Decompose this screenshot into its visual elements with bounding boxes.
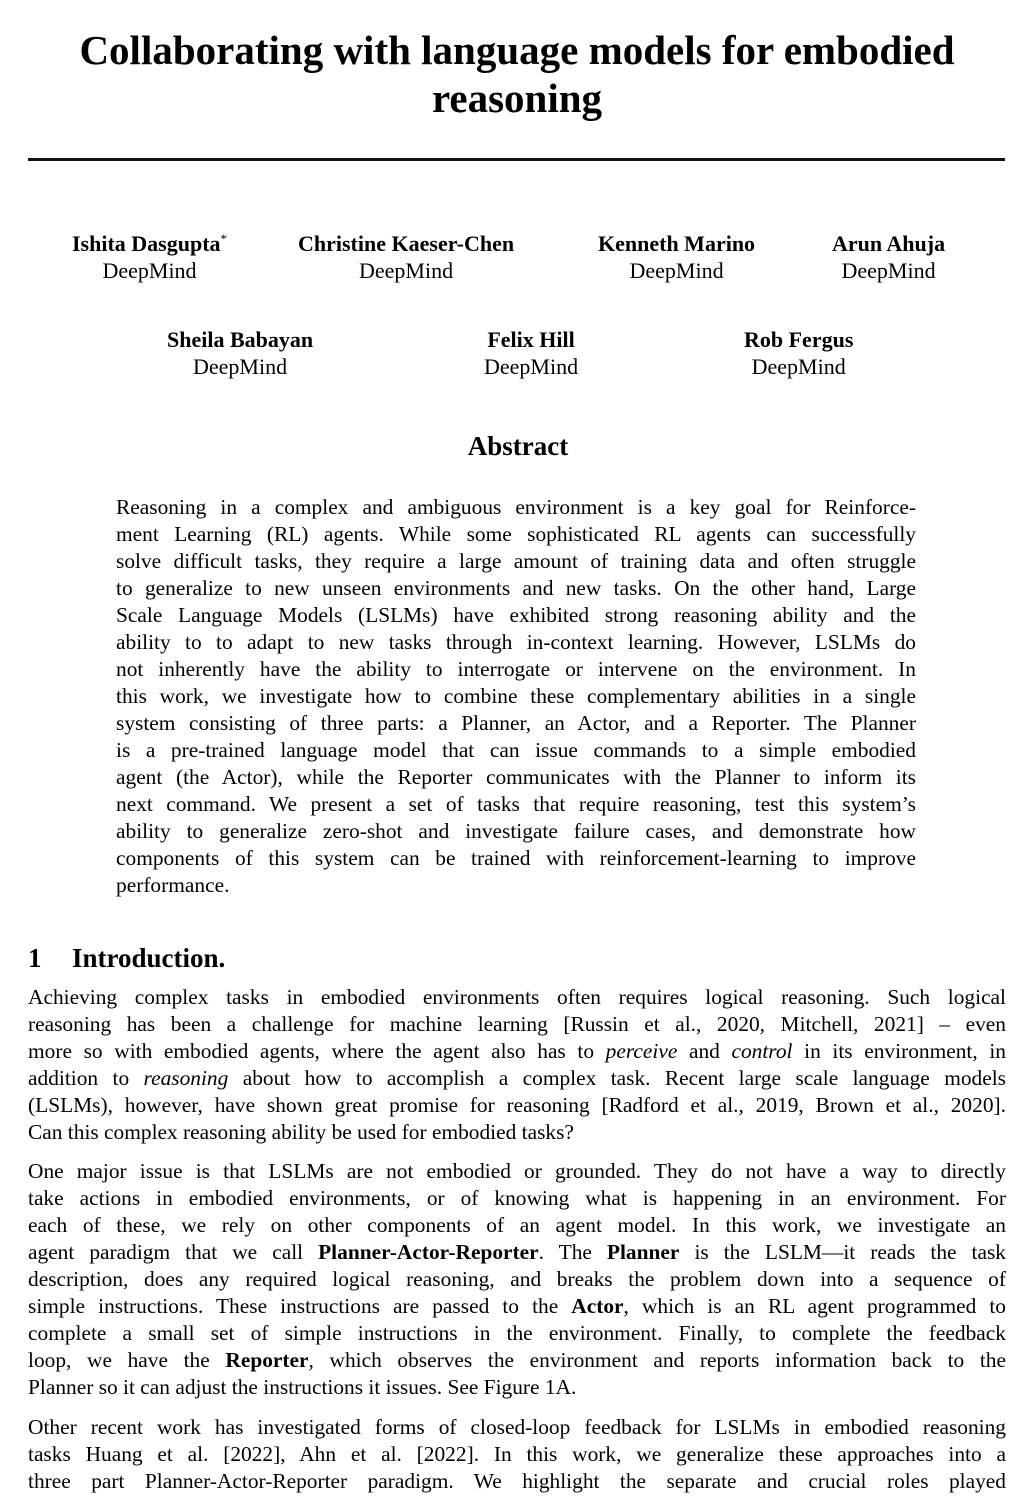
abstract-line: ability to generalize zero-shot and investigate failure cases, and demonstrate how: [116, 819, 916, 843]
abstract-line: ment Learning (RL) agents. While some sophisticated RL agents can successfully: [116, 522, 916, 546]
text-line: tasks Huang et al. [2022], Ahn et al. [2022]. In this work, we generalize these approaches into a: [28, 1442, 1006, 1466]
author-name: Felix Hill: [487, 327, 575, 352]
author-block: [744, 326, 853, 380]
author-affiliation: DeepMind: [841, 258, 936, 283]
text-line: three part Planner-Actor-Reporter paradigm. We highlight the separate and crucial roles played: [28, 1469, 1006, 1493]
term-planner-actor-reporter: Planner-Actor-Reporter: [318, 1240, 539, 1264]
title-line-2: reasoning: [431, 75, 603, 121]
text-line: more so with embodied agents, where the agent also has to perceive and control in its environment, in: [28, 1039, 1006, 1063]
term-actor: Actor: [571, 1294, 624, 1318]
emphasis-perceive: perceive: [605, 1039, 678, 1063]
abstract-line: not inherently have the ability to interrogate or intervene on the environment. In: [116, 657, 916, 681]
title-line-1: Collaborating with language models for embodied: [79, 27, 955, 73]
abstract-line: next command. We present a set of tasks that require reasoning, test this system’s: [116, 792, 916, 816]
author-name: Arun Ahuja: [832, 231, 946, 256]
author-affiliation: DeepMind: [751, 354, 846, 379]
author-name: Sheila Babayan: [167, 327, 314, 352]
author-affiliation: DeepMind: [193, 354, 288, 379]
text-line: each of these, we rely on other components of an agent model. In this work, we investigate an: [28, 1213, 1006, 1237]
abstract-line: components of this system can be trained with reinforcement-learning to improve: [116, 846, 916, 870]
section-title: Introduction.: [72, 943, 226, 973]
author-affiliation: DeepMind: [102, 258, 197, 283]
author-name: Rob Fergus: [744, 327, 854, 352]
intro-paragraph-2: [28, 1158, 1006, 1401]
section-heading: [28, 942, 225, 974]
text-line: description, does any required logical reasoning, and breaks the problem down into a sequence of: [28, 1267, 1006, 1291]
paper-title: [28, 26, 1006, 122]
author-block: [832, 230, 945, 284]
author-block: [484, 326, 578, 380]
text-line: complete a small set of simple instructions in the environment. Finally, to complete the feedback: [28, 1321, 1006, 1345]
term-reporter: Reporter: [225, 1348, 309, 1372]
author-name: Christine Kaeser-Chen: [298, 231, 515, 256]
text-line: reasoning has been a challenge for machine learning [Russin et al., 2020, Mitchell, 2021] – even: [28, 1012, 1006, 1036]
term-planner: Planner: [606, 1240, 680, 1264]
author-block: [72, 230, 227, 284]
author-name: Ishita Dasgupta: [72, 231, 221, 256]
text-line: Achieving complex tasks in embodied environments often requires logical reasoning. Such logical: [28, 985, 1006, 1009]
text-line: Planner so it can adjust the instructions it issues. See Figure 1A.: [28, 1375, 577, 1399]
abstract-line: this work, we investigate how to combine these complementary abilities in a single: [116, 684, 916, 708]
intro-paragraph-3: [28, 1414, 1006, 1495]
abstract-line: performance.: [116, 873, 230, 897]
author-block: [298, 230, 514, 284]
abstract-line: Scale Language Models (LSLMs) have exhibited strong reasoning ability and the: [116, 603, 916, 627]
author-affiliation: DeepMind: [359, 258, 454, 283]
intro-paragraph-1: [28, 984, 1006, 1146]
title-rule: [28, 158, 1005, 161]
author-block: [167, 326, 313, 380]
abstract-line: agent (the Actor), while the Reporter communicates with the Planner to inform its: [116, 765, 916, 789]
abstract-body: [116, 494, 916, 899]
text-line: Other recent work has investigated forms of closed-loop feedback for LSLMs in embodied reasoning: [28, 1415, 1006, 1439]
text-line: addition to reasoning about how to accomplish a complex task. Recent large scale language models: [28, 1066, 1006, 1090]
author-affiliation: DeepMind: [629, 258, 724, 283]
text-line: agent paradigm that we call Planner-Actor-Reporter. The Planner is the LSLM—it reads the task: [28, 1240, 1006, 1264]
emphasis-control: control: [731, 1039, 793, 1063]
abstract-heading: Abstract: [467, 431, 569, 461]
abstract-line: is a pre-trained language model that can issue commands to a simple embodied: [116, 738, 916, 762]
abstract-line: system consisting of three parts: a Planner, an Actor, and a Reporter. The Planner: [116, 711, 916, 735]
author-affiliation: DeepMind: [484, 354, 579, 379]
emphasis-reasoning: reasoning: [143, 1066, 229, 1090]
author-block: [598, 230, 755, 284]
abstract-line: to generalize to new unseen environments and new tasks. On the other hand, Large: [116, 576, 916, 600]
text-line: simple instructions. These instructions are passed to the Actor, which is an RL agent programmed to: [28, 1294, 1006, 1318]
text-line: (LSLMs), however, have shown great promise for reasoning [Radford et al., 2019, Brown et al., 2020].: [28, 1093, 1006, 1117]
corresponding-author-marker: *: [220, 231, 228, 246]
text-line: take actions in embodied environments, or of knowing what is happening in an environment. For: [28, 1186, 1006, 1210]
abstract-line: Reasoning in a complex and ambiguous environment is a key goal for Reinforce-: [116, 495, 916, 519]
text-line: loop, we have the Reporter, which observes the environment and reports information back to the: [28, 1348, 1006, 1372]
abstract-line: solve difficult tasks, they require a large amount of training data and often struggle: [116, 549, 916, 573]
text-line: One major issue is that LSLMs are not embodied or grounded. They do not have a way to directly: [28, 1159, 1006, 1183]
author-name: Kenneth Marino: [598, 231, 756, 256]
text-line: Can this complex reasoning ability be used for embodied tasks?: [28, 1120, 574, 1144]
abstract-line: ability to to adapt to new tasks through in-context learning. However, LSLMs do: [116, 630, 916, 654]
section-number: 1: [28, 943, 42, 973]
